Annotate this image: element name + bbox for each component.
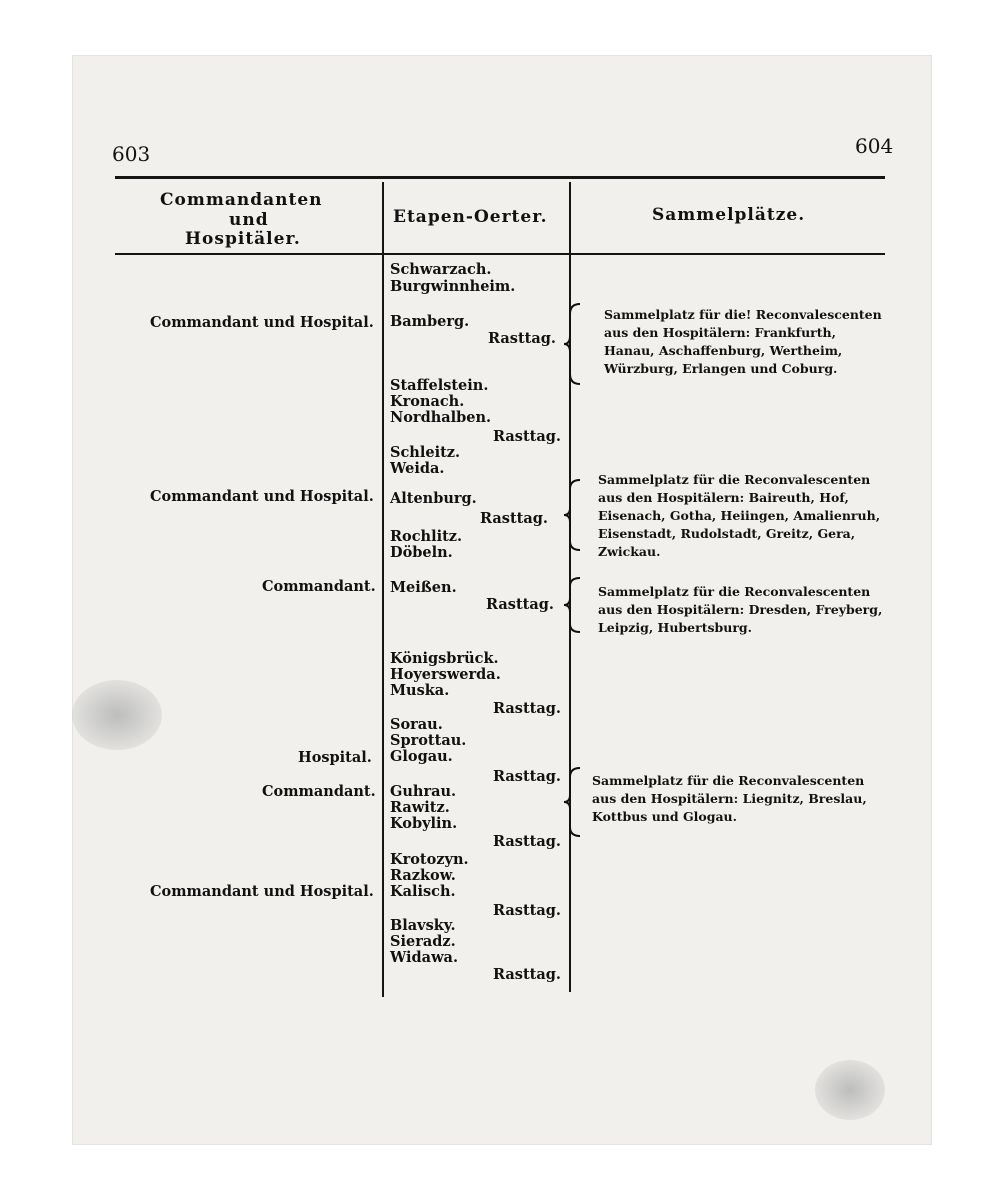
page-number-left: 603 [112, 142, 151, 166]
commander-entry: Commandant und Hospital. [150, 314, 374, 331]
place-name: Blavsky. [390, 917, 456, 934]
rest-day-label: Rasttag. [493, 768, 561, 785]
place-name: Sorau. [390, 716, 443, 733]
place-name: Kobylin. [390, 815, 458, 832]
place-name: Staffelstein. [390, 377, 489, 394]
curly-brace-4 [562, 766, 584, 838]
place-name: Glogau. [390, 748, 453, 765]
rest-day-label: Rasttag. [480, 510, 548, 527]
page-number-right: 604 [855, 134, 894, 158]
place-name: Krotozyn. [390, 851, 469, 868]
rest-day-label: Rasttag. [493, 700, 561, 717]
hospital-entry: Hospital. [298, 749, 372, 766]
place-name: Razkow. [390, 867, 456, 884]
place-name: Burgwinnheim. [390, 278, 516, 295]
place-name: Rawitz. [390, 799, 450, 816]
commander-entry: Commandant. [262, 783, 376, 800]
column-divider-1 [382, 182, 384, 997]
place-name: Königsbrück. [390, 650, 499, 667]
header-assembly-points: Sammelplätze. [652, 205, 806, 225]
place-name: Bamberg. [390, 313, 470, 330]
place-name: Kronach. [390, 393, 465, 410]
commander-entry: Commandant und Hospital. [150, 883, 374, 900]
header-commanders-2: und [229, 210, 269, 230]
place-name: Rochlitz. [390, 528, 463, 545]
assembly-note: Sammelplatz für die Reconvalescenten aus den Hospitälern: Baireuth, Hof, Eisenach, Gotha, Heiingen, Amalienruh, Eisenstadt, Rudolstadt, Greitz, Gera, Zwickau. [598, 472, 881, 559]
rest-day-label: Rasttag. [493, 902, 561, 919]
top-rule [115, 176, 885, 179]
place-name: Weida. [390, 460, 445, 477]
place-name: Altenburg. [390, 490, 477, 507]
ink-smudge [72, 680, 162, 750]
rest-day-label: Rasttag. [486, 596, 554, 613]
place-name: Sprottau. [390, 732, 467, 749]
place-name: Schwarzach. [390, 261, 492, 278]
place-name: Kalisch. [390, 883, 456, 900]
place-name: Guhrau. [390, 783, 457, 800]
place-name: Sieradz. [390, 933, 456, 950]
curly-brace-3 [562, 576, 584, 634]
place-name: Döbeln. [390, 544, 453, 561]
header-commanders-1: Commandanten [160, 190, 323, 210]
rest-day-label: Rasttag. [488, 330, 556, 347]
curly-brace-2 [562, 478, 584, 552]
place-name: Nordhalben. [390, 409, 492, 426]
header-rule [115, 253, 885, 255]
rest-day-label: Rasttag. [493, 428, 561, 445]
commander-entry: Commandant und Hospital. [150, 488, 374, 505]
place-name: Widawa. [390, 949, 458, 966]
curly-brace-1 [562, 302, 584, 386]
assembly-note: Sammelplatz für die Reconvalescenten aus den Hospitälern: Dresden, Freyberg, Leipzig, Hubertsburg. [598, 584, 883, 635]
commander-entry: Commandant. [262, 578, 376, 595]
place-name: Meißen. [390, 579, 457, 596]
ink-smudge [815, 1060, 885, 1120]
assembly-note: Sammelplatz für die! Reconvalescenten aus den Hospitälern: Frankfurth, Hanau, Aschaffenburg, Wertheim, Würzburg, Erlangen und Coburg. [604, 307, 882, 376]
assembly-note: Sammelplatz für die Reconvalescenten aus den Hospitälern: Liegnitz, Breslau, Kottbus und Glogau. [592, 773, 867, 824]
place-name: Schleitz. [390, 444, 461, 461]
place-name: Muska. [390, 682, 450, 699]
rest-day-label: Rasttag. [493, 833, 561, 850]
place-name: Hoyerswerda. [390, 666, 501, 683]
header-places: Etapen-Oerter. [393, 207, 548, 227]
header-commanders-3: Hospitäler. [185, 229, 301, 249]
rest-day-label: Rasttag. [493, 966, 561, 983]
